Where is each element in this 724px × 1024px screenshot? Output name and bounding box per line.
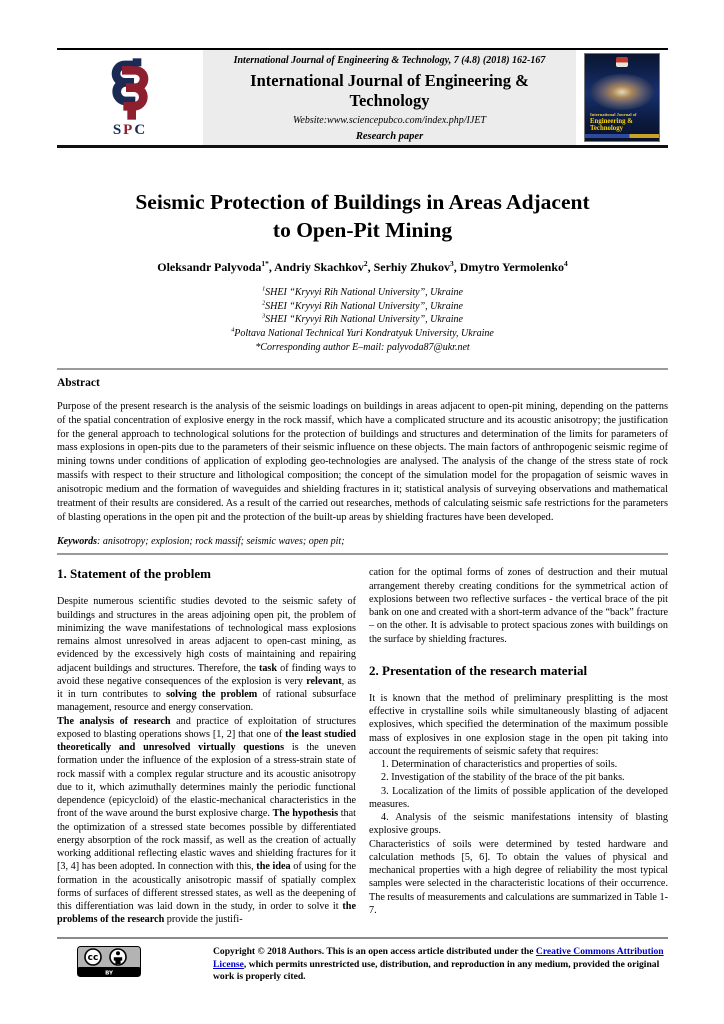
spc-logo-text: SPC	[112, 121, 148, 138]
person-icon	[110, 949, 126, 965]
journal-website: Website:www.sciencepubco.com/index.php/IJET	[292, 115, 486, 127]
cc-by-label: BY	[105, 970, 113, 977]
copyright-footer	[57, 937, 668, 984]
section-1-paragraph: Despite numerous scientific studies devoted to the seismic safety of buildings and structures in the areas adjoining open pit, the problem of minimizing the wave manifestations of technological mass explosions remains almost unresolved in areas adjacent to open-cast mining, as evidenced by the excessively high costs of maintaining and repairing adjacent buildings and structures. Therefore, the task of finding ways to avoid these negative consequences of the explosion is very relevant, as it in turn contributes to solving the problem of rational subsurface management, resource and energy conservation.	[57, 596, 357, 714]
affiliation-line: $^4$Poltava National Technical Yuri Kondratyuk University, Ukraine	[231, 326, 494, 340]
paper-type-label: Research paper	[355, 130, 424, 142]
affiliation-line: $^3$SHEI “Kryvyi Rih National University”, Ukraine	[262, 313, 463, 326]
header-center	[203, 50, 576, 145]
numbered-list-item: 3. Localization of the limits of possible application of the developed measures.	[369, 785, 668, 810]
section-2-heading: 2. Presentation of the research material	[369, 662, 588, 678]
section-1-continuation: cation for the optimal forms of zones of destruction and their mutual arrangement thereby creating conditions for the symmetrical action of explosions between two reflective surfaces - the vertical brace of the pit bank on one and created with a short-term advance of the “back” fracture – on the other. It is advisable to protect spacious zones with buildings on the surface by shielding fractures.	[369, 567, 668, 645]
cover-machine-art	[590, 74, 654, 110]
svg-text:cc: cc	[87, 953, 99, 964]
cc-by-badge	[77, 946, 141, 982]
abstract-text: Purpose of the present research is the analysis of the seismic loadings on buildings in areas adjacent to open-pit mining, depending on the patterns of the spatial concentration of explosive energy in the rock massif, which have a complicated structure and its acoustic anisotropy; the justification for the general approach to technological solutions for the protection of buildings and structures and determination of the limits for parameters of mass explosions in open-pits due to the parameters of their seismic influence on these objects. The main factors of anthropogenic seismic regime of mining towns under conditions of application of exploding geo-technologies are analysed. The analysis of the change of the stress state of rock massifs with respect to their structure and lithological composition; the concept of the simulation model for the propagation of seismic waves in anisotropic medium and the formation of waveguides and shielding fractures in it; statistical analysis of surveying observations and mathematical treatment of their results are considered. As a result of the carried out researches, methods of calculating seismic safe restrictions for the parameters of blasting operations in the open pit and the protection of the built-up areas by shielding fractures have been developed.	[57, 400, 668, 523]
cover-journal-line2: Engineering & Technology	[590, 118, 633, 132]
two-column-body	[57, 566, 668, 926]
journal-name: International Journal of Engineering & Technology	[250, 70, 529, 110]
cover-journal-line1: International Journal of	[590, 112, 637, 117]
paper-title-line1: Seismic Protection of Buildings in Areas Adjacent	[135, 190, 590, 214]
section-1-heading: 1. Statement of the problem	[57, 566, 211, 582]
footer-row	[57, 946, 668, 984]
cover-bottom-strip	[585, 134, 659, 138]
section-1-paragraph: The analysis of research and practice of exploitation of structures exposed to blasting operations shows [1, 2] that one of the least studied theoretically and unresolved virtually questions is the uneven formation under the influence of the explosion of a stress-strain state of rock massif with a complex regular structure and its acoustic anisotropy due to it, which azimuthally determines mainly the periodic functional dependence (epicycloid) of the elastic-mechanical characteristics in the front of the wave around the burst explosive charge. The hypothesis that the optimization of a stressed state becomes possible by differentiated energy absorption of the rock massif, as well as the creation of actually working additional reflecting elastic waves and shielding fractures for it [3, 4] has been adopted. In connection with this, the idea of using for the formation in the acoustically anisotropic massif of spatially complex forms of surfaces of different stressed states, as well as the deepening of this differentiation was laid down in the study, in order to solve it the problems of the research provide the justifi-	[57, 715, 357, 926]
cc-icon	[85, 949, 101, 965]
paper-title	[57, 189, 668, 245]
affiliation-line: $^1$SHEI “Kryvyi Rih National University”, Ukraine	[262, 285, 463, 298]
abstract-heading: Abstract	[57, 376, 100, 389]
journal-citation: International Journal of Engineering & Technology, 7 (4.8) (2018) 162-167	[233, 55, 546, 66]
left-column	[57, 566, 356, 926]
corresponding-author-line: *Corresponding author E–mail: palyvoda87@ukr.net	[255, 342, 470, 354]
cover-emblem-icon	[616, 57, 628, 67]
numbered-list-item: 2. Investigation of the stability of the brace of the pit banks.	[381, 772, 625, 784]
authors-line: Oleksandr Palyvoda$^{1*}$, Andriy Skachkov$^2$, Serhiy Zhukov$^3$, Dmytro Yermolenko$^4$	[157, 258, 568, 274]
journal-header	[57, 48, 668, 148]
section-2-paragraph: Characteristics of soils were determined by tested hardware and calculation methods [5, 6]. To obtain the values of physical and mechanical properties with a high degree of reliability the most typical samples were selected in the characteristic locations of their occurrence. The results of measurements and calculations are summarized in Table 1-7.	[369, 838, 668, 916]
cover-box	[576, 50, 668, 145]
creative-commons-license-link[interactable]: Creative Commons Attribution License	[213, 946, 664, 970]
divider-above-abstract	[57, 368, 668, 370]
keywords-line: Keywords: anisotropy; explosion; rock massif; seismic waves; open pit;	[57, 536, 345, 548]
section-2-intro: It is known that the method of preliminary presplitting is the most effective in crystalline soils while simultaneously blasting of adjacent explosives, which specified the determination of the maximum possible mass of explosives in one explosion stage in the open pit taking into account the requirements of seismic safety that requires:	[369, 692, 668, 757]
copyright-text: Copyright © 2018 Authors. This is an open access article distributed under the Creative Commons Attribution License, which permits unrestricted use, distribution, and reproduction in any medium, provided the original work is properly cited.	[213, 946, 664, 983]
spc-logo-icon	[94, 57, 166, 121]
spc-logo	[57, 50, 203, 145]
divider-below-keywords	[57, 553, 668, 555]
paper-title-line2: to Open-Pit Mining	[272, 217, 453, 242]
cc-by-badge-icon	[77, 946, 141, 977]
right-column	[369, 566, 668, 926]
divider-above-footer	[57, 937, 668, 939]
journal-cover-thumbnail	[584, 53, 660, 142]
numbered-list-item: 1. Determination of characteristics and properties of soils.	[381, 759, 618, 771]
affiliations-block	[57, 286, 668, 355]
numbered-list-item: 4. Analysis of the seismic manifestations intensity of blasting explosive groups.	[369, 812, 668, 837]
affiliation-line: $^2$SHEI “Kryvyi Rih National University”, Ukraine	[262, 299, 463, 312]
